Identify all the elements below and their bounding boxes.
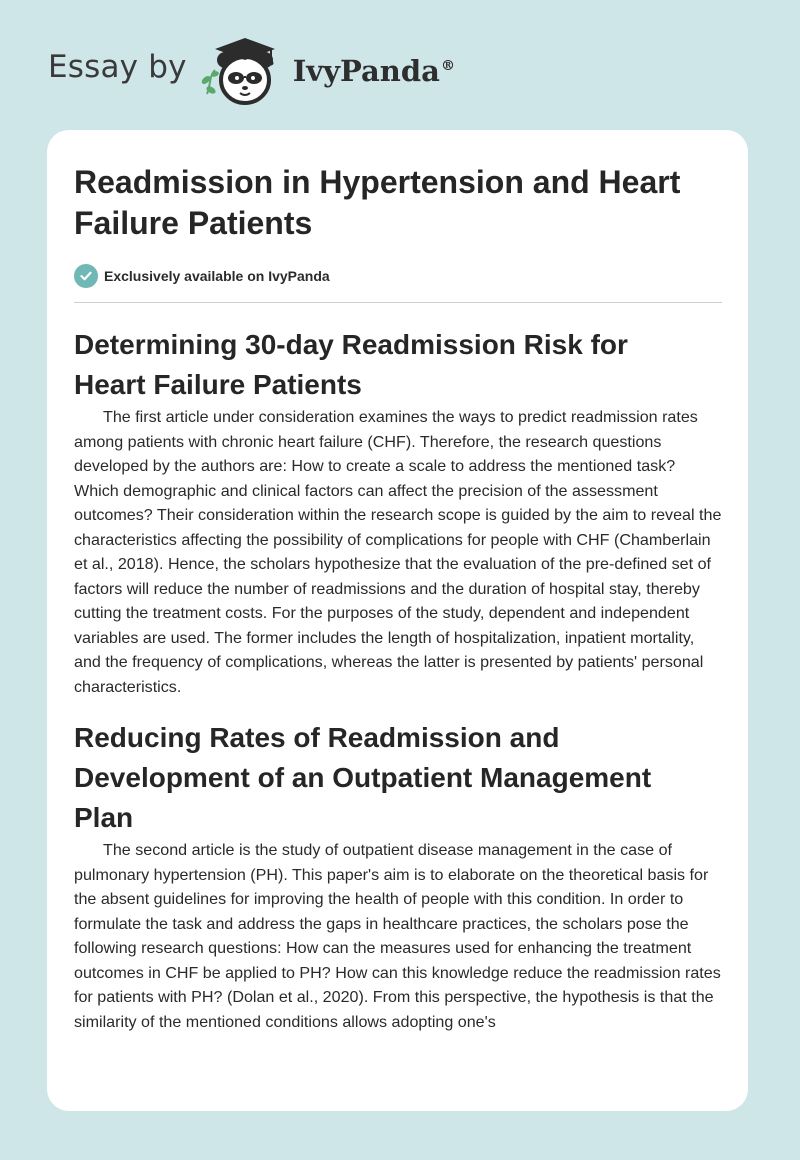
divider — [74, 302, 722, 303]
badge-text: Exclusively available on IvyPanda — [104, 268, 330, 284]
section-paragraph: The first article under consideration examines the ways to predict readmission rates among patients with chronic heart failure (CHF). Therefore, the research questions developed by the authors are: How to create a scale to address the mentioned task? Which demographic and clinical factors can affect the precision of the assessment outcomes? Their consideration within the research scope is guided by the aim to reveal the characteristics affecting the possibility of complications for people with CHF (Chamberlain et al., 2018). Hence, the scholars hypothesize that the evaluation of the pre-defined set of factors will reduce the number of readmissions and the duration of hospital stay, thereby cutting the treatment costs. For the purposes of the study, dependent and independent variables are used. The former includes the length of hospitalization, inpatient mortality, and the frequency of complications, whereas the latter is presented by patients' personal characteristics. — [74, 408, 722, 696]
essay-card — [47, 130, 748, 1111]
section-heading: Determining 30-day Readmission Risk for Heart Failure Patients — [74, 329, 628, 400]
brand-name[interactable]: IvyPanda® — [292, 54, 455, 88]
panda-logo-icon[interactable] — [197, 30, 289, 110]
page-title: Readmission in Hypertension and Heart Failure Patients — [74, 164, 681, 241]
check-circle-icon — [74, 264, 98, 288]
section-heading: Reducing Rates of Readmission and Development of an Outpatient Management Plan — [74, 722, 652, 833]
brand-prefix: Essay by — [48, 49, 187, 85]
exclusive-badge — [74, 264, 722, 288]
registered-mark: ® — [440, 58, 455, 75]
brand-header — [48, 30, 455, 110]
section-paragraph: The second article is the study of outpatient disease management in the case of pulmonary hypertension (PH). This paper's aim is to elaborate on the theoretical basis for the absent guidelines for improving the health of people with this condition. In order to formulate the task and address the gaps in healthcare practices, the scholars pose the following research questions: How can the measures used for enhancing the treatment outcomes in CHF be applied to PH? How can this knowledge reduce the readmission rates for patients with PH? (Dolan et al., 2020). From this perspective, the hypothesis is that the similarity of the mentioned conditions allows adopting one's — [74, 841, 721, 1031]
